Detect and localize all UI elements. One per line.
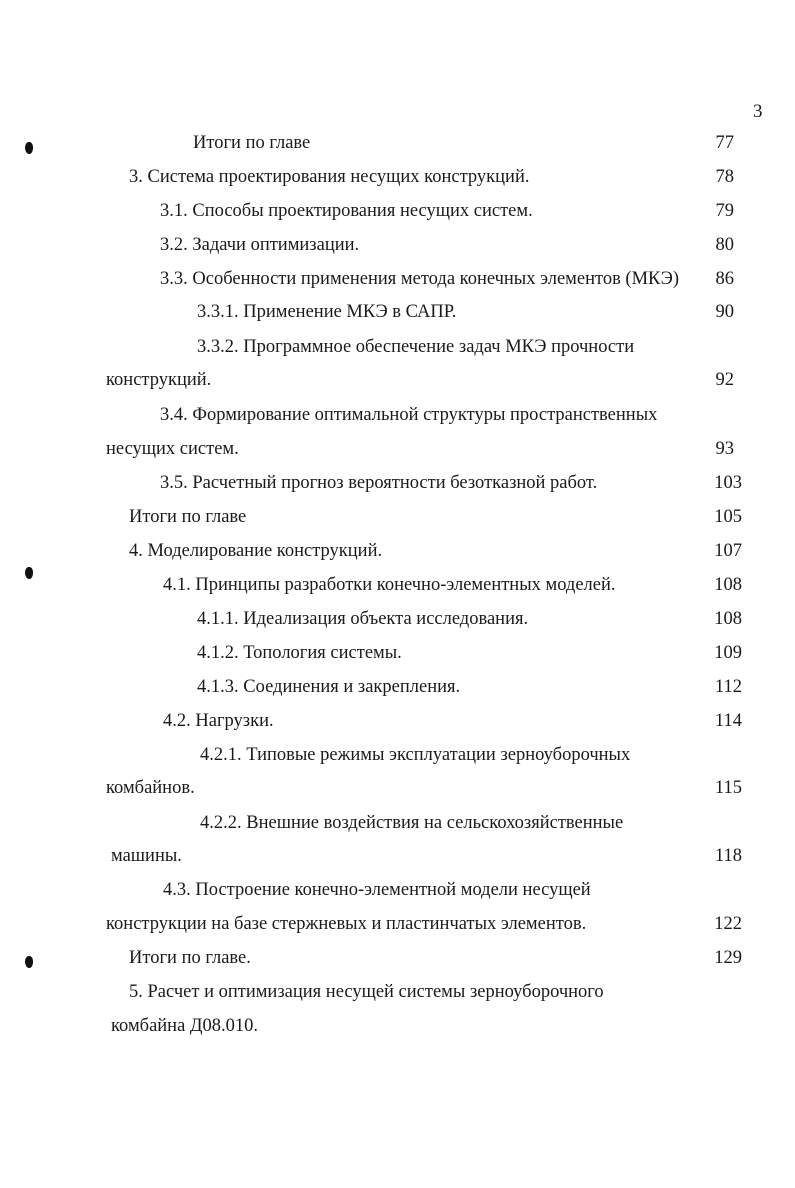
toc-entry-page: 86 <box>715 269 734 289</box>
toc-entry-text: 4. Моделирование конструкций. <box>129 541 383 561</box>
toc-entry-text: машины. <box>111 846 182 866</box>
toc-entry-page: 129 <box>714 948 742 968</box>
toc-entry-page: 79 <box>715 201 734 221</box>
punch-hole-mark <box>25 142 33 154</box>
toc-entry-text: 4.1.3. Соединения и закрепления. <box>197 677 461 697</box>
toc-entry-text: 3.3. Особенности применения метода конечных элементов (МКЭ) <box>160 269 679 289</box>
toc-entry-text: Итоги по главе <box>193 133 311 153</box>
toc-entry-text: 4.2.1. Типовые режимы эксплуатации зерноуборочных <box>200 745 631 765</box>
toc-entry-text: конструкции на базе стержневых и пластинчатых элементов. <box>106 914 587 934</box>
toc-entry-text: 4.1. Принципы разработки конечно-элементных моделей. <box>163 575 616 595</box>
punch-hole-mark <box>25 567 33 579</box>
toc-entry-page: 118 <box>714 846 742 866</box>
toc-entry-text: 3.2. Задачи оптимизации. <box>160 235 360 255</box>
toc-entry-page: 92 <box>715 370 734 390</box>
punch-hole-mark <box>25 956 33 968</box>
toc-entry-text: 3.4. Формирование оптимальной структуры пространственных <box>160 405 658 425</box>
toc-entry-page: 80 <box>715 235 734 255</box>
toc-entry-page: 114 <box>714 711 742 731</box>
toc-entry-text: комбайна Д08.010. <box>111 1016 259 1036</box>
toc-entry-page: 103 <box>714 473 742 493</box>
toc-entry-text: Итоги по главе. <box>129 948 251 968</box>
toc-entry-text: Итоги по главе <box>129 507 247 527</box>
toc-entry-text: 4.3. Построение конечно-элементной модели несущей <box>163 880 591 900</box>
toc-entry-text: 3.3.1. Применение МКЭ в САПР. <box>197 302 457 322</box>
toc-entry-page: 108 <box>714 575 742 595</box>
toc-entry-page: 122 <box>714 914 742 934</box>
toc-entry-page: 77 <box>715 133 734 153</box>
toc-entry-text: 4.1.1. Идеализация объекта исследования. <box>197 609 529 629</box>
toc-entry-text: 4.1.2. Топология системы. <box>197 643 402 663</box>
toc-entry-text: 4.2. Нагрузки. <box>163 711 274 731</box>
toc-entry-page: 112 <box>714 677 742 697</box>
toc-entry-text: 3.1. Способы проектирования несущих систем. <box>160 201 533 221</box>
toc-entry-text: 4.2.2. Внешние воздействия на сельскохозяйственные <box>200 813 624 833</box>
toc-entry-text: 5. Расчет и оптимизация несущей системы зерноуборочного <box>129 982 604 1002</box>
toc-entry-text: 3.5. Расчетный прогноз вероятности безотказной работ. <box>160 473 598 493</box>
toc-entry-page: 78 <box>715 167 734 187</box>
toc-entry-text: несущих систем. <box>106 439 239 459</box>
toc-entry-page: 90 <box>715 302 734 322</box>
page-number: 3 <box>753 101 763 122</box>
toc-entry-text: конструкций. <box>106 370 212 390</box>
toc-entry-page: 93 <box>715 439 734 459</box>
toc-entry-page: 115 <box>714 778 742 798</box>
toc-entry-page: 108 <box>714 609 742 629</box>
toc-entry-text: 3. Система проектирования несущих конструкций. <box>129 167 530 187</box>
toc-entry-page: 109 <box>714 643 742 663</box>
toc-entry-page: 107 <box>714 541 742 561</box>
toc-entry-text: 3.3.2. Программное обеспечение задач МКЭ прочности <box>197 337 635 357</box>
toc-entry-text: комбайнов. <box>106 778 195 798</box>
toc-entry-page: 105 <box>714 507 742 527</box>
